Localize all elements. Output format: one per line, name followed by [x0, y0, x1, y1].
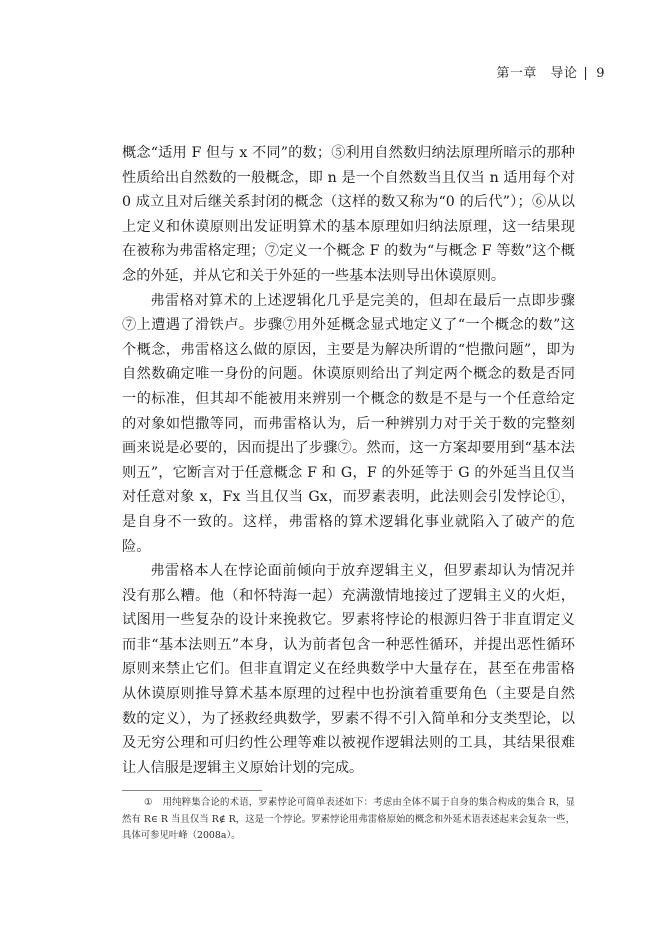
paragraph-2: 弗雷格对算术的上述逻辑化几乎是完美的，但却在最后一点即步骤⑦上遭遇了滑铁卢。步骤⑦用外延概念显式地定义了“一个概念的数”这个概念，弗雷格这么做的原因，主要是为解决所谓的“恺撒问题”，即为自然数确定唯一身份的问题。休谟原则给出了判定两个概念的数是否同一的标准，但其却不能被用来辨别一个概念的数是不是与一个任意给定的对象如恺撒等同，而弗雷格认为，后一种辨别力对于关于数的完整刻画来说是必要的，因而提出了步骤⑦。然而，这一方案却要用到“基本法则五”，它断言对于任意概念 F 和 G，F 的外延等于 G 的外延当且仅当对任意对象 x，Fx 当且仅当 Gx，而罗素表明，此法则会引发悖论①，是自身不一致的。这样，弗雷格的算术逻辑化事业就陷入了破产的危险。	[122, 292, 575, 555]
body-text	[122, 141, 575, 780]
running-head	[496, 62, 605, 81]
paragraph-3: 弗雷格本人在悖论面前倾向于放弃逻辑主义，但罗素却认为情况并没有那么糟。他（和怀特海一起）充满激情地接过了逻辑主义的火炬，试图用一些复杂的设计来挽救它。罗素将悖论的根源归咎于非直谓定义而非“基本法则五”本身，认为前者包含一种恶性循环，并提出恶性循环原则来禁止它们。但非直谓定义在经典数学中大量存在，甚至在弗雷格从休谟原则推导算术基本原理的过程中也扮演着重要角色（主要是自然数的定义），为了拯救经典数学，罗素不得不引入简单和分支类型论，以及无穷公理和可归约性公理等难以被视作逻辑法则的工具，其结果很难让人信服是逻辑主义原始计划的完成。	[122, 563, 575, 776]
paragraph-1: 概念“适用 F 但与 x 不同”的数；⑤利用自然数归纳法原理所暗示的那种性质给出自然数的一般概念，即 n 是一个自然数当且仅当 n 适用每个对 0 成立且对后继关系封闭的概念（这样的数又称为“0 的后代”）；⑥从以上定义和休谟原则出发证明算术的基本原理如归纳法原理，这一结果现在被称为弗雷格定理；⑦定义一个概念 F 的数为“与概念 F 等数”这个概念的外延，并从它和关于外延的一些基本法则导出休谟原则。	[122, 145, 575, 284]
header-separator: |	[583, 66, 589, 81]
footnote-divider	[122, 790, 262, 791]
footnote	[122, 795, 575, 845]
footnote-mark: ①	[144, 797, 153, 808]
footnote-text: 用纯粹集合论的术语，罗素悖论可简单表述如下：考虑由全体不属于自身的集合构成的集合 R，显然有 R∈ R 当且仅当 R∉ R，这是一个悖论。罗素悖论用弗雷格原始的概念和外延术语表述起来会复杂一些，具体可参见叶峰（2008a）。	[122, 797, 575, 842]
page-number: 9	[596, 66, 605, 81]
chapter-title: 第一章 导论	[496, 66, 578, 81]
